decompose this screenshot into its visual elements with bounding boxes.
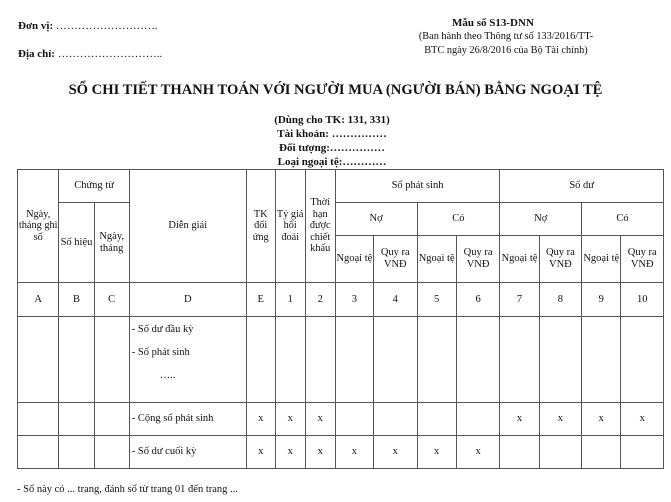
total-cell: x xyxy=(305,403,335,436)
closing-cell xyxy=(621,436,664,469)
balance-debit-vnd-header: Quy ra VNĐ xyxy=(539,236,581,283)
legal-line-1: (Ban hành theo Thông tư số 133/2016/TT- xyxy=(418,31,594,42)
ledger-table xyxy=(17,169,664,469)
address-dots: ……………………….. xyxy=(57,48,163,60)
arising-credit-vnd-header: Quy ra VNĐ xyxy=(456,236,500,283)
closing-cell xyxy=(539,436,581,469)
entry-cell xyxy=(539,317,581,403)
arising-debit-foreign-header: Ngoại tệ xyxy=(335,236,373,283)
address-line xyxy=(18,48,162,60)
ellipsis-line: ….. xyxy=(159,370,176,381)
column-code: B xyxy=(59,283,94,317)
total-cell xyxy=(59,403,94,436)
entry-cell xyxy=(59,317,94,403)
total-cell xyxy=(335,403,373,436)
entry-cell xyxy=(18,317,59,403)
balance-credit-header: Có xyxy=(582,203,664,236)
arising-debit-header: Nợ xyxy=(335,203,417,236)
account-line: Tài khoản: …………… xyxy=(277,128,387,140)
total-cell: x xyxy=(621,403,664,436)
column-code: 7 xyxy=(500,283,539,317)
column-code: D xyxy=(129,283,246,317)
column-code: 4 xyxy=(374,283,417,317)
unit-label: Đơn vị: xyxy=(18,20,54,32)
column-code: 6 xyxy=(456,283,500,317)
closing-balance-row xyxy=(18,436,664,469)
closing-cell xyxy=(500,436,539,469)
total-cell xyxy=(94,403,129,436)
total-cell: x xyxy=(582,403,621,436)
col-voucher-date-header: Ngày, tháng xyxy=(94,203,129,283)
closing-cell xyxy=(582,436,621,469)
closing-cell: x xyxy=(417,436,456,469)
header-row-1 xyxy=(18,170,664,203)
balance-group-header: Số dư xyxy=(500,170,664,203)
subject-line: Đối tượng:…………… xyxy=(279,142,385,154)
col-contra-account-header: TK đối ứng xyxy=(246,170,275,283)
entry-cell xyxy=(275,317,305,403)
balance-credit-foreign-header: Ngoại tệ xyxy=(582,236,621,283)
closing-cell xyxy=(59,436,94,469)
entry-cell xyxy=(374,317,417,403)
unit-line xyxy=(18,20,158,32)
column-code: 2 xyxy=(305,283,335,317)
closing-cell: x xyxy=(374,436,417,469)
total-cell: x xyxy=(500,403,539,436)
page-count-note: - Sổ này có ... trang, đánh số từ trang 01 đến trang ... xyxy=(17,484,238,495)
entry-cell xyxy=(94,317,129,403)
header-row-2 xyxy=(18,203,664,236)
entry-cell xyxy=(621,317,664,403)
entry-cell xyxy=(335,317,373,403)
col-description-header: Diễn giải xyxy=(129,170,246,283)
closing-cell xyxy=(94,436,129,469)
total-cell: x xyxy=(246,403,275,436)
column-code: 1 xyxy=(275,283,305,317)
closing-cell: x xyxy=(335,436,373,469)
entry-cell xyxy=(246,317,275,403)
address-label: Địa chỉ: xyxy=(18,48,55,60)
opening-balance-line: - Số dư đầu kỳ xyxy=(131,324,194,335)
column-code: A xyxy=(18,283,59,317)
column-code-row xyxy=(18,283,664,317)
entry-row xyxy=(18,317,664,403)
total-cell xyxy=(374,403,417,436)
document-title: SỔ CHI TIẾT THANH TOÁN VỚI NGƯỜI MUA (NGƯỜI BÁN) BẰNG NGOẠI TỆ xyxy=(68,82,603,98)
closing-cell: x xyxy=(275,436,305,469)
balance-debit-header: Nợ xyxy=(500,203,582,236)
column-code: 5 xyxy=(417,283,456,317)
balance-credit-vnd-header: Quy ra VNĐ xyxy=(621,236,664,283)
form-number: Mẫu số S13-DNN xyxy=(452,17,534,29)
closing-cell: x xyxy=(305,436,335,469)
balance-debit-foreign-header: Ngoại tệ xyxy=(500,236,539,283)
col-exchange-rate-header: Tỷ giá hối đoái xyxy=(275,170,305,283)
arising-credit-foreign-header: Ngoại tệ xyxy=(417,236,456,283)
column-code: 8 xyxy=(539,283,581,317)
entry-cell xyxy=(417,317,456,403)
currency-line: Loại ngoại tệ:………… xyxy=(277,156,387,168)
entry-cell xyxy=(456,317,500,403)
total-arising-label: - Cộng số phát sinh xyxy=(129,403,246,436)
arising-debit-vnd-header: Quy ra VNĐ xyxy=(374,236,417,283)
arising-credit-header: Có xyxy=(417,203,500,236)
closing-balance-label: - Số dư cuối kỳ xyxy=(129,436,246,469)
column-code: 9 xyxy=(582,283,621,317)
total-cell xyxy=(417,403,456,436)
closing-cell xyxy=(18,436,59,469)
col-discount-term-header: Thời hạn được chiết khấu xyxy=(305,170,335,283)
column-code: C xyxy=(94,283,129,317)
usage-line: (Dùng cho TK: 131, 331) xyxy=(274,114,390,126)
entry-cell xyxy=(582,317,621,403)
total-arising-row xyxy=(18,403,664,436)
closing-cell: x xyxy=(456,436,500,469)
col-date-header: Ngày, tháng ghi sổ xyxy=(18,170,59,283)
col-number-header: Số hiệu xyxy=(59,203,94,283)
arising-group-header: Số phát sinh xyxy=(335,170,500,203)
column-code: E xyxy=(246,283,275,317)
total-cell: x xyxy=(539,403,581,436)
entry-cell xyxy=(500,317,539,403)
total-cell xyxy=(18,403,59,436)
total-cell xyxy=(456,403,500,436)
column-code: 10 xyxy=(621,283,664,317)
arising-line: - Số phát sinh xyxy=(131,347,190,358)
unit-dots: ………………………. xyxy=(55,20,158,32)
legal-line-2: BTC ngày 26/8/2016 của Bộ Tài chính) xyxy=(424,44,588,56)
legal-basis xyxy=(390,30,622,57)
entry-cell xyxy=(305,317,335,403)
entry-description-cell xyxy=(129,317,246,403)
total-cell: x xyxy=(275,403,305,436)
closing-cell: x xyxy=(246,436,275,469)
voucher-group-header: Chứng từ xyxy=(59,170,129,203)
column-code: 3 xyxy=(335,283,373,317)
